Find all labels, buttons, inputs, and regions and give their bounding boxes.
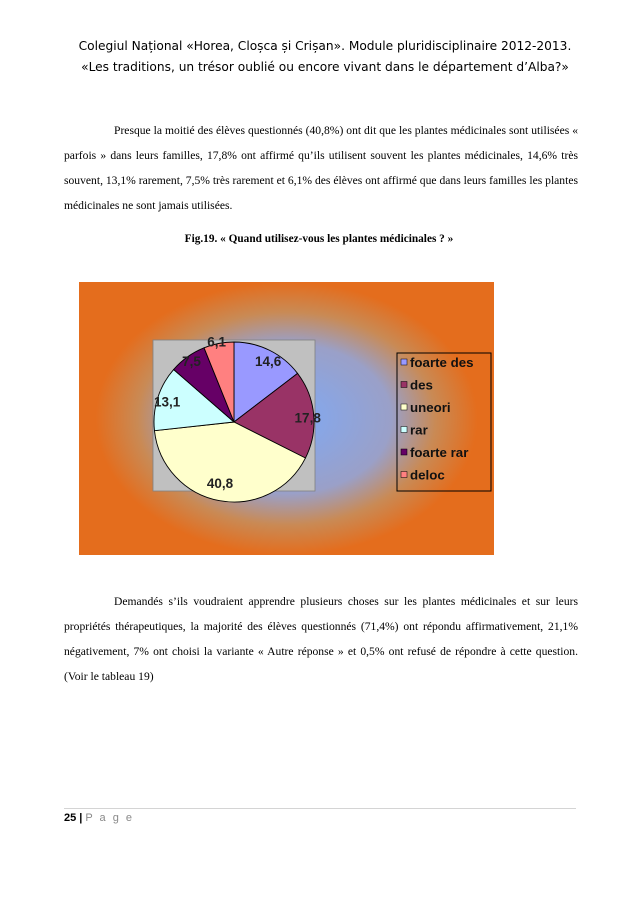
slice-label-rar: 13,1 (153, 394, 181, 410)
slice-label-foarte-rar: 7,5 (182, 353, 201, 369)
legend-swatch-foarte-rar (401, 449, 407, 455)
slice-label-uneori: 40,8 (206, 476, 234, 492)
legend-swatch-foarte-des (401, 359, 407, 365)
legend-label-uneori: uneori (410, 400, 451, 415)
legend-swatch-rar (401, 427, 407, 433)
slice-label-deloc: 6,1 (207, 334, 227, 350)
legend-label-foarte-des: foarte des (410, 355, 474, 370)
legend-swatch-deloc (401, 472, 407, 478)
legend-label-des: des (410, 377, 433, 393)
header-line-2: «Les traditions, un trésor oublié ou encore vivant dans le département d’Alba?» (81, 60, 569, 74)
legend-label-foarte-rar: foarte rar (410, 445, 469, 460)
footer-separator: | (79, 812, 83, 824)
pie-chart (79, 282, 494, 555)
page-number: 25 (64, 812, 77, 824)
page-header (70, 36, 580, 78)
chart-area (79, 282, 494, 555)
header-line-1: Colegiul Național «Horea, Cloșca și Crișan». Module pluridisciplinaire 2012-2013. (78, 39, 572, 53)
paragraph-1: Presque la moitié des élèves questionnés (40,8%) ont dit que les plantes médicinales sont utilisées « parfois » dans leurs familles, 17,8% ont affirmé qu’ils utilisent souvent les plantes médicinales, 14,6% très souvent, 13,1% rarement, 7,5% très rarement et 6,1% des élèves ont affirmé que dans leurs familles les plantes médicinales ne sont jamais utilisées. (64, 124, 578, 212)
legend-swatch-des (401, 382, 407, 388)
legend-label-rar: rar (410, 422, 428, 438)
legend-label-deloc: deloc (410, 467, 445, 483)
page-label: P a g e (85, 812, 134, 824)
slice-label-des: 17,8 (294, 410, 321, 426)
figure-caption: Fig.19. « Quand utilisez-vous les plantes médicinales ? » (184, 233, 454, 245)
paragraph-2: Demandés s’ils voudraient apprendre plusieurs choses sur les plantes médicinales et sur leurs propriétés thérapeutiques, la majorité des élèves questionnés (71,4%) ont répondu affirmativement, 21,1% négativement, 7% ont choisi la variante « Autre réponse » et 0,5% ont refusé de répondre à cette question. (Voir le tableau 19) (64, 595, 578, 683)
page-footer (64, 808, 576, 824)
slice-label-foarte-des: 14,6 (254, 354, 282, 369)
legend-swatch-uneori (401, 404, 407, 410)
